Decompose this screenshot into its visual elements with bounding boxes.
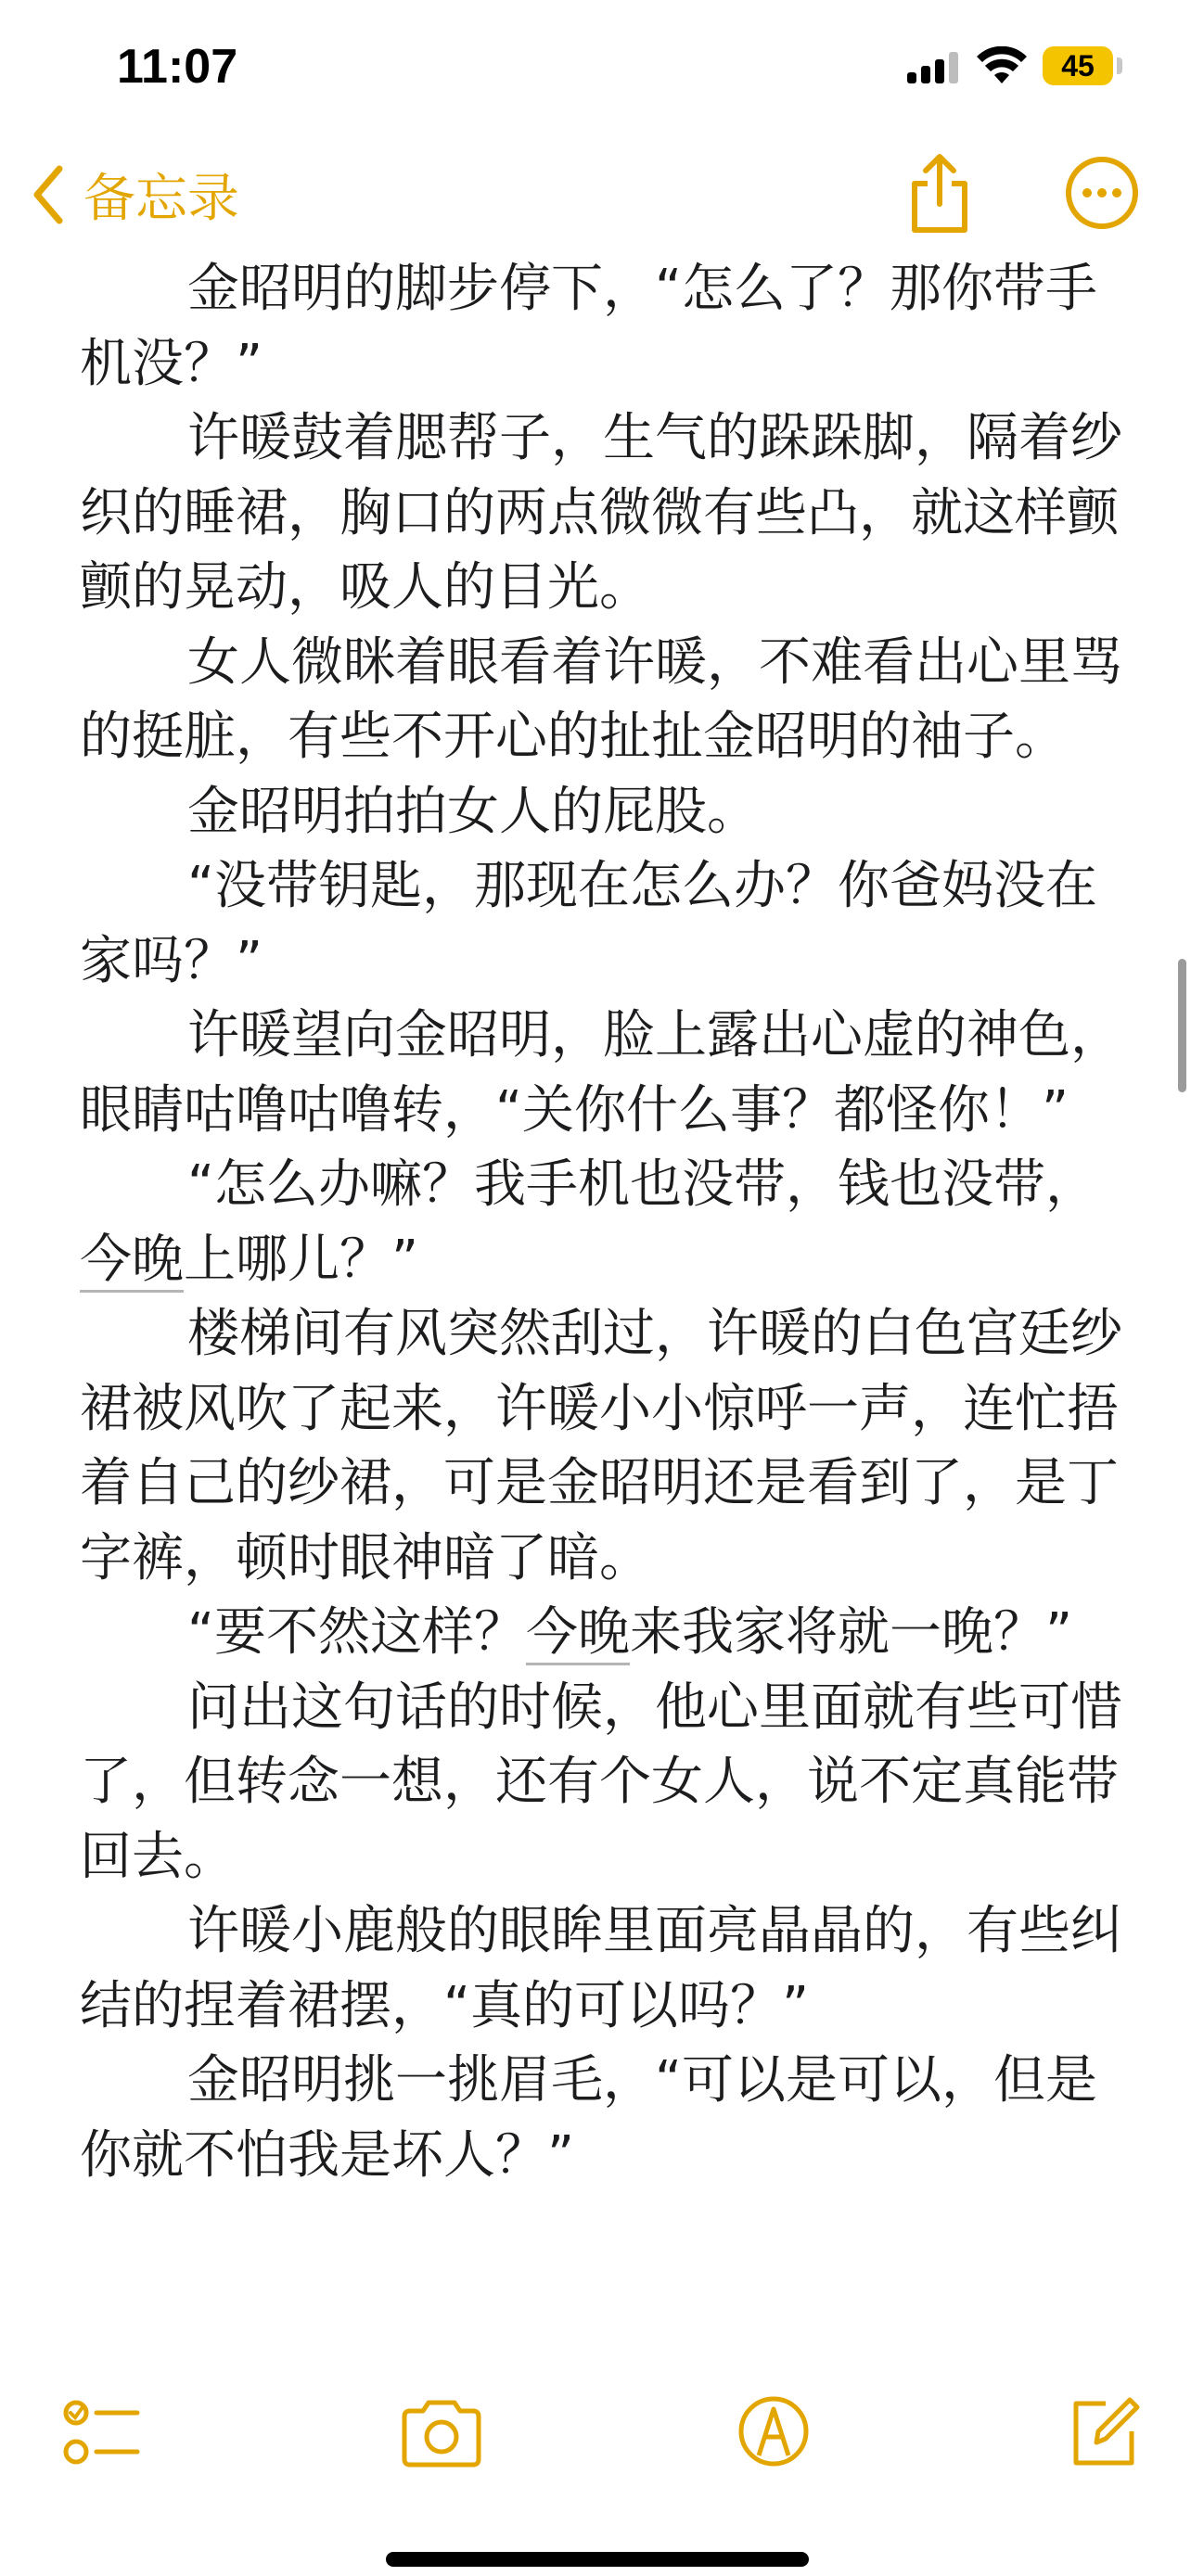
note-text-run: 楼梯间有风突然刮过，许暖的白色宫廷纱裙被风吹了起来，许暖小小惊呼一声，连忙捂着自己的纱裙，可是金昭明还是看到了，是丁字裤，顿时眼神暗了暗。 (80, 1304, 1122, 1588)
note-paragraph (80, 1596, 1128, 1671)
markup-icon[interactable] (736, 2394, 811, 2468)
battery-tip-icon (1117, 57, 1122, 74)
note-text-run: 上哪儿？” (184, 1229, 419, 1290)
note-text-run: 金昭明拍拍女人的屁股。 (187, 781, 759, 842)
back-button-label: 备忘录 (83, 169, 239, 229)
back-button[interactable] (32, 158, 239, 232)
battery-level: 45 (1043, 46, 1113, 85)
note-paragraph (80, 626, 1128, 775)
note-text-run: 许暖望向金昭明，脸上露出心虚的神色，眼睛咕噜咕噜转，“关你什么事？都怪你！” (80, 1005, 1122, 1141)
camera-icon[interactable] (399, 2398, 484, 2468)
note-paragraph (80, 1894, 1128, 2044)
note-paragraph (80, 775, 1128, 850)
note-text-body[interactable] (80, 252, 1128, 2193)
note-text-run: “没带钥匙，那现在怎么办？你爸妈没在家吗？” (80, 856, 1098, 991)
note-text-run: 金昭明的脚步停下，“怎么了？那你带手机没？” (80, 259, 1098, 394)
chevron-left-icon (32, 165, 65, 224)
note-paragraph (80, 1297, 1128, 1596)
note-paragraph (80, 2044, 1128, 2193)
note-text-run: 问出这句话的时候，他心里面就有些可惜了，但转念一想，还有个女人，说不定真能带回去。 (80, 1677, 1122, 1887)
home-indicator (386, 2552, 809, 2567)
note-text-run: “要不然这样？ (187, 1602, 527, 1663)
note-paragraph (80, 252, 1128, 402)
status-time: 11:07 (117, 40, 238, 94)
navigation-bar (0, 139, 1191, 250)
more-options-icon[interactable] (1065, 156, 1139, 230)
compose-icon[interactable] (1065, 2392, 1143, 2470)
note-paragraph (80, 402, 1128, 626)
scrolled-text-under-toolbar (80, 2346, 1128, 2420)
status-bar (0, 0, 1191, 130)
scroll-indicator[interactable] (1178, 959, 1186, 1092)
share-icon[interactable] (907, 152, 972, 236)
note-text-run: 许暖小鹿般的眼眸里面亮晶晶的，有些纠结的捏着裙摆，“真的可以吗？” (80, 1901, 1122, 2036)
checklist-icon[interactable] (63, 2392, 143, 2472)
note-text-run: 金昭明挑一挑眉毛，“可以是可以，但是你就不怕我是坏人？” (80, 2050, 1098, 2186)
note-text-run: “怎么办嘛？我手机也没带，钱也没带， (187, 1154, 1098, 1215)
note-paragraph (80, 999, 1128, 1148)
note-text-run: 女人微眯着眼看着许暖，不难看出心里骂的挺脏，有些不开心的扯扯金昭明的袖子。 (80, 631, 1122, 767)
note-underlined-text: 今晚 (526, 1602, 630, 1665)
wifi-icon (976, 46, 1028, 85)
note-underlined-text: 今晚 (80, 1230, 184, 1293)
note-text-run: 来我家将就一晚？” (630, 1602, 1073, 1663)
note-paragraph (80, 1148, 1128, 1297)
note-paragraph (80, 849, 1128, 999)
note-text-run: 许暖鼓着腮帮子，生气的跺跺脚，隔着纱织的睡裙，胸口的两点微微有些凸，就这样颤颤的晃动，吸人的目光。 (80, 408, 1122, 618)
note-paragraph (80, 1671, 1128, 1895)
cellular-signal-icon (907, 52, 961, 83)
